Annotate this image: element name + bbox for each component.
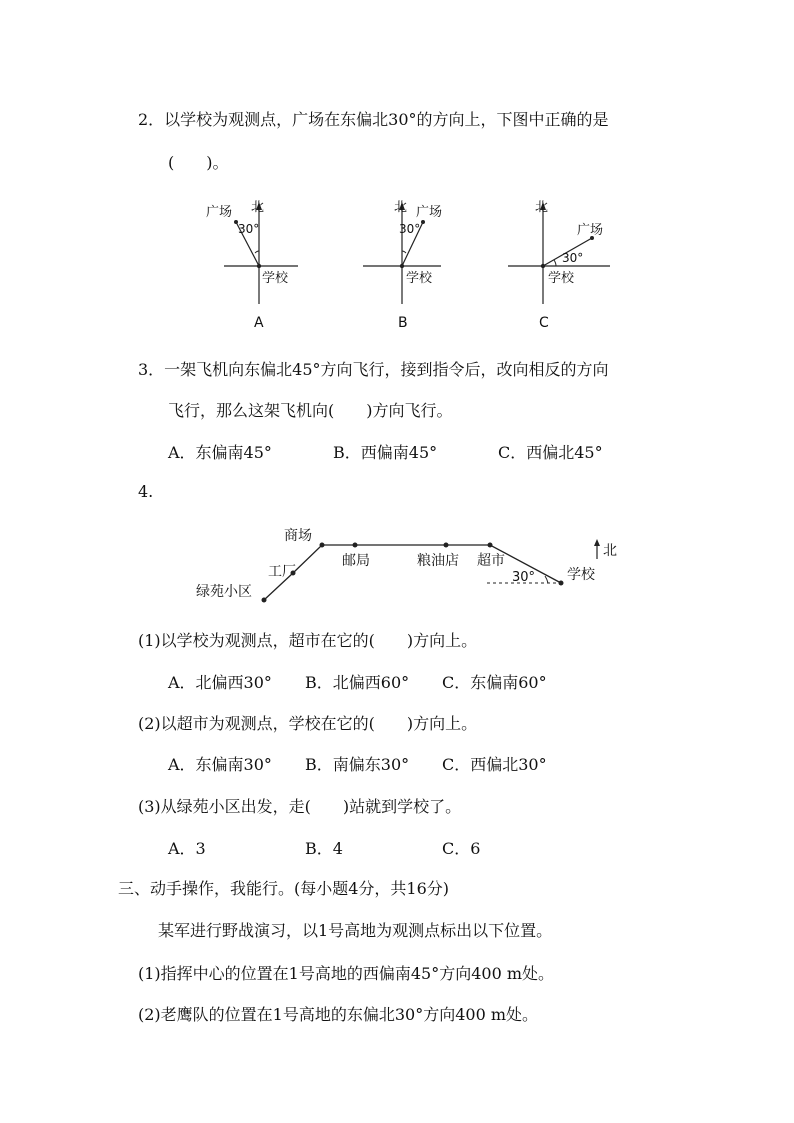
angle-label: 30° xyxy=(512,570,536,585)
q4-sub3-option-c[interactable]: C．6 xyxy=(442,839,481,858)
north-arrow-icon xyxy=(594,539,600,546)
angle-label: 30° xyxy=(399,222,421,236)
stop-point xyxy=(444,543,449,548)
angle-arc xyxy=(554,260,556,266)
target-label: 广场 xyxy=(206,205,233,220)
section3-heading: 三、动手操作，我能行。(每小题4分，共16分) xyxy=(118,879,450,898)
origin-label: 学校 xyxy=(262,271,289,286)
q3-option-b[interactable]: B．西偏南45° xyxy=(333,443,438,462)
q4-sub2-option-a[interactable]: A．东偏南30° xyxy=(168,755,272,774)
north-label: 北 xyxy=(394,200,408,215)
place-label: 绿苑小区 xyxy=(196,584,252,600)
place-label: 工厂 xyxy=(268,564,296,580)
place-label: 学校 xyxy=(567,567,595,583)
origin-label: 学校 xyxy=(548,271,575,286)
q4-sub1-option-a[interactable]: A．北偏西30° xyxy=(168,673,272,692)
north-label: 北 xyxy=(603,543,617,559)
diagram-c xyxy=(500,196,620,336)
q4-sub3-stem: (3)从绿苑小区出发，走( )站就到学校了。 xyxy=(138,797,462,816)
diagram-a xyxy=(200,196,310,336)
place-label: 超市 xyxy=(477,553,505,569)
route-map xyxy=(190,520,630,610)
q4-sub1-option-c[interactable]: C．东偏南60° xyxy=(442,673,547,692)
angle-arc xyxy=(255,251,259,253)
option-letter: A xyxy=(254,315,264,331)
q3-option-c[interactable]: C．西偏北45° xyxy=(498,443,603,462)
angle-arc xyxy=(402,251,406,253)
target-label: 广场 xyxy=(577,223,604,238)
q4-number: 4. xyxy=(138,482,154,501)
place-label: 邮局 xyxy=(342,553,370,569)
place-label: 粮油店 xyxy=(417,553,459,569)
q4-sub2-option-b[interactable]: B．南偏东30° xyxy=(305,755,410,774)
diagram-b xyxy=(345,196,460,336)
stop-point xyxy=(353,543,358,548)
angle-arc xyxy=(545,576,548,583)
north-label: 北 xyxy=(535,200,549,215)
origin-point xyxy=(400,264,404,268)
target-label: 广场 xyxy=(416,205,443,220)
angle-label: 30° xyxy=(562,251,584,265)
section3-intro: 某军进行野战演习，以1号高地为观测点标出以下位置。 xyxy=(158,921,553,940)
q3-stem-line1: 3．一架飞机向东偏北45°方向飞行，接到指令后，改向相反的方向 xyxy=(138,360,609,379)
origin-point xyxy=(257,264,261,268)
place-label: 商场 xyxy=(284,528,312,544)
section3-item2: (2)老鹰队的位置在1号高地的东偏北30°方向400 m处。 xyxy=(138,1005,539,1024)
stop-point xyxy=(488,543,493,548)
option-letter: B xyxy=(398,315,408,331)
north-label: 北 xyxy=(251,200,265,215)
angle-label: 30° xyxy=(238,222,260,236)
option-letter: C xyxy=(539,315,549,331)
q2-answer-blank: ( )。 xyxy=(168,153,229,172)
stop-point xyxy=(559,581,564,586)
q2-stem: 2．以学校为观测点，广场在东偏北30°的方向上，下图中正确的是 xyxy=(138,110,609,129)
q4-sub2-stem: (2)以超市为观测点，学校在它的( )方向上。 xyxy=(138,714,478,733)
q3-option-a[interactable]: A．东偏南45° xyxy=(168,443,272,462)
q4-sub1-stem: (1)以学校为观测点，超市在它的( )方向上。 xyxy=(138,631,478,650)
origin-point xyxy=(541,264,545,268)
q4-sub3-option-a[interactable]: A．3 xyxy=(168,839,206,858)
section3-item1: (1)指挥中心的位置在1号高地的西偏南45°方向400 m处。 xyxy=(138,964,555,983)
q4-sub1-option-b[interactable]: B．北偏西60° xyxy=(305,673,410,692)
origin-label: 学校 xyxy=(406,271,433,286)
stop-point xyxy=(262,598,267,603)
q3-stem-line2: 飞行，那么这架飞机向( )方向飞行。 xyxy=(168,401,453,420)
stop-point xyxy=(320,543,325,548)
target-point xyxy=(421,220,425,224)
q4-sub2-option-c[interactable]: C．西偏北30° xyxy=(442,755,547,774)
q4-sub3-option-b[interactable]: B．4 xyxy=(305,839,343,858)
